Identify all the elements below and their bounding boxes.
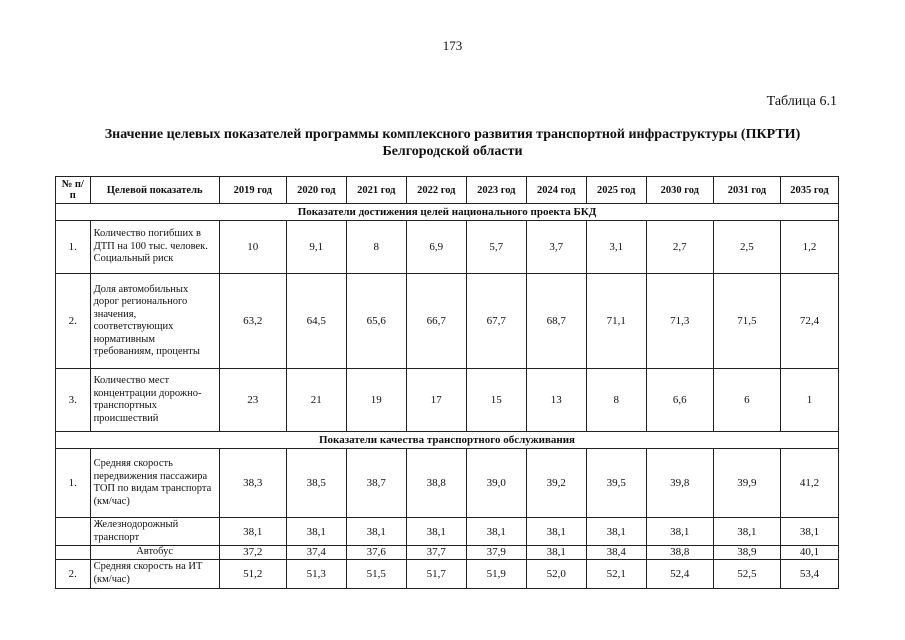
value-cell: 6,6 [646,369,713,432]
value-cell: 39,2 [526,449,586,518]
table-row [56,449,839,518]
value-cell: 17 [406,369,466,432]
value-cell: 39,0 [466,449,526,518]
value-cell: 52,5 [713,559,780,588]
title-line-2: Белгородской области [382,144,523,159]
value-cell: 38,5 [286,449,346,518]
value-cell: 51,3 [286,559,346,588]
indicator-name: Железнодорожный транспорт [90,518,219,546]
value-cell: 5,7 [466,221,526,274]
row-index [56,546,91,560]
value-cell: 1,2 [780,221,838,274]
value-cell: 3,1 [586,221,646,274]
indicator-name: Количество погибших в ДТП на 100 тыс. человек. Социальный риск [90,221,219,274]
indicators-table [55,176,839,589]
value-cell: 38,1 [526,546,586,560]
value-cell: 23 [219,369,286,432]
value-cell: 15 [466,369,526,432]
value-cell: 21 [286,369,346,432]
value-cell: 39,8 [646,449,713,518]
value-cell: 38,1 [646,518,713,546]
value-cell: 52,4 [646,559,713,588]
value-cell: 37,7 [406,546,466,560]
row-index: 1. [56,221,91,274]
value-cell: 6 [713,369,780,432]
row-index: 2. [56,274,91,369]
value-cell: 38,8 [646,546,713,560]
value-cell: 51,2 [219,559,286,588]
table-caption: Таблица 6.1 [766,94,837,109]
section-row [56,432,839,449]
value-cell: 3,7 [526,221,586,274]
value-cell: 2,5 [713,221,780,274]
value-cell: 2,7 [646,221,713,274]
header-cell: 2024 год [526,177,586,204]
value-cell: 67,7 [466,274,526,369]
header-cell: 2035 год [780,177,838,204]
header-cell: 2031 год [713,177,780,204]
section-row [56,204,839,221]
value-cell: 38,1 [346,518,406,546]
value-cell: 51,7 [406,559,466,588]
value-cell: 72,4 [780,274,838,369]
value-cell: 38,7 [346,449,406,518]
value-cell: 9,1 [286,221,346,274]
value-cell: 19 [346,369,406,432]
value-cell: 39,9 [713,449,780,518]
indicator-name: Средняя скорость на ИТ (км/час) [90,559,219,588]
value-cell: 51,5 [346,559,406,588]
value-cell: 6,9 [406,221,466,274]
value-cell: 10 [219,221,286,274]
row-index: 3. [56,369,91,432]
value-cell: 41,2 [780,449,838,518]
row-index: 1. [56,449,91,518]
value-cell: 8 [586,369,646,432]
value-cell: 38,1 [286,518,346,546]
value-cell: 37,4 [286,546,346,560]
header-cell: 2023 год [466,177,526,204]
value-cell: 38,9 [713,546,780,560]
value-cell: 38,1 [526,518,586,546]
value-cell: 52,0 [526,559,586,588]
indicator-name: Доля автомобильных дорог регионального значения, соответствующих нормативным требованиям, проценты [90,274,219,369]
row-index: 2. [56,559,91,588]
header-cell: 2020 год [286,177,346,204]
value-cell: 40,1 [780,546,838,560]
value-cell: 53,4 [780,559,838,588]
value-cell: 1 [780,369,838,432]
header-cell: 2022 год [406,177,466,204]
value-cell: 38,1 [406,518,466,546]
value-cell: 38,1 [219,518,286,546]
value-cell: 63,2 [219,274,286,369]
section-title: Показатели качества транспортного обслуживания [56,432,839,449]
indicator-name: Количество мест концентрации дорожно-транспортных происшествий [90,369,219,432]
indicator-name: Автобус [90,546,219,560]
table-row [56,559,839,588]
page-number: 173 [442,38,463,53]
table-row [56,274,839,369]
value-cell: 13 [526,369,586,432]
value-cell: 71,3 [646,274,713,369]
header-cell: 2025 год [586,177,646,204]
row-index [56,518,91,546]
value-cell: 38,4 [586,546,646,560]
value-cell: 38,3 [219,449,286,518]
title-line-1: Значение целевых показателей программы комплексного развития транспортной инфраструктуры (ПКРТИ) [104,127,801,142]
value-cell: 38,1 [586,518,646,546]
value-cell: 38,1 [713,518,780,546]
table-row [56,518,839,546]
value-cell: 51,9 [466,559,526,588]
header-cell: 2019 год [219,177,286,204]
document-title [40,126,865,160]
value-cell: 71,1 [586,274,646,369]
table-row [56,546,839,560]
section-title: Показатели достижения целей национального проекта БКД [56,204,839,221]
value-cell: 39,5 [586,449,646,518]
table-row [56,221,839,274]
value-cell: 38,1 [466,518,526,546]
header-row [56,177,839,204]
value-cell: 38,1 [780,518,838,546]
value-cell: 66,7 [406,274,466,369]
header-cell: 2021 год [346,177,406,204]
table-row [56,369,839,432]
value-cell: 37,2 [219,546,286,560]
value-cell: 38,8 [406,449,466,518]
header-cell: 2030 год [646,177,713,204]
indicator-name: Средняя скорость передвижения пассажира ТОП по видам транспорта (км/час) [90,449,219,518]
value-cell: 52,1 [586,559,646,588]
value-cell: 37,9 [466,546,526,560]
value-cell: 68,7 [526,274,586,369]
value-cell: 8 [346,221,406,274]
value-cell: 65,6 [346,274,406,369]
header-cell: № п/п [56,177,91,204]
value-cell: 37,6 [346,546,406,560]
value-cell: 64,5 [286,274,346,369]
header-cell: Целевой показатель [90,177,219,204]
value-cell: 71,5 [713,274,780,369]
